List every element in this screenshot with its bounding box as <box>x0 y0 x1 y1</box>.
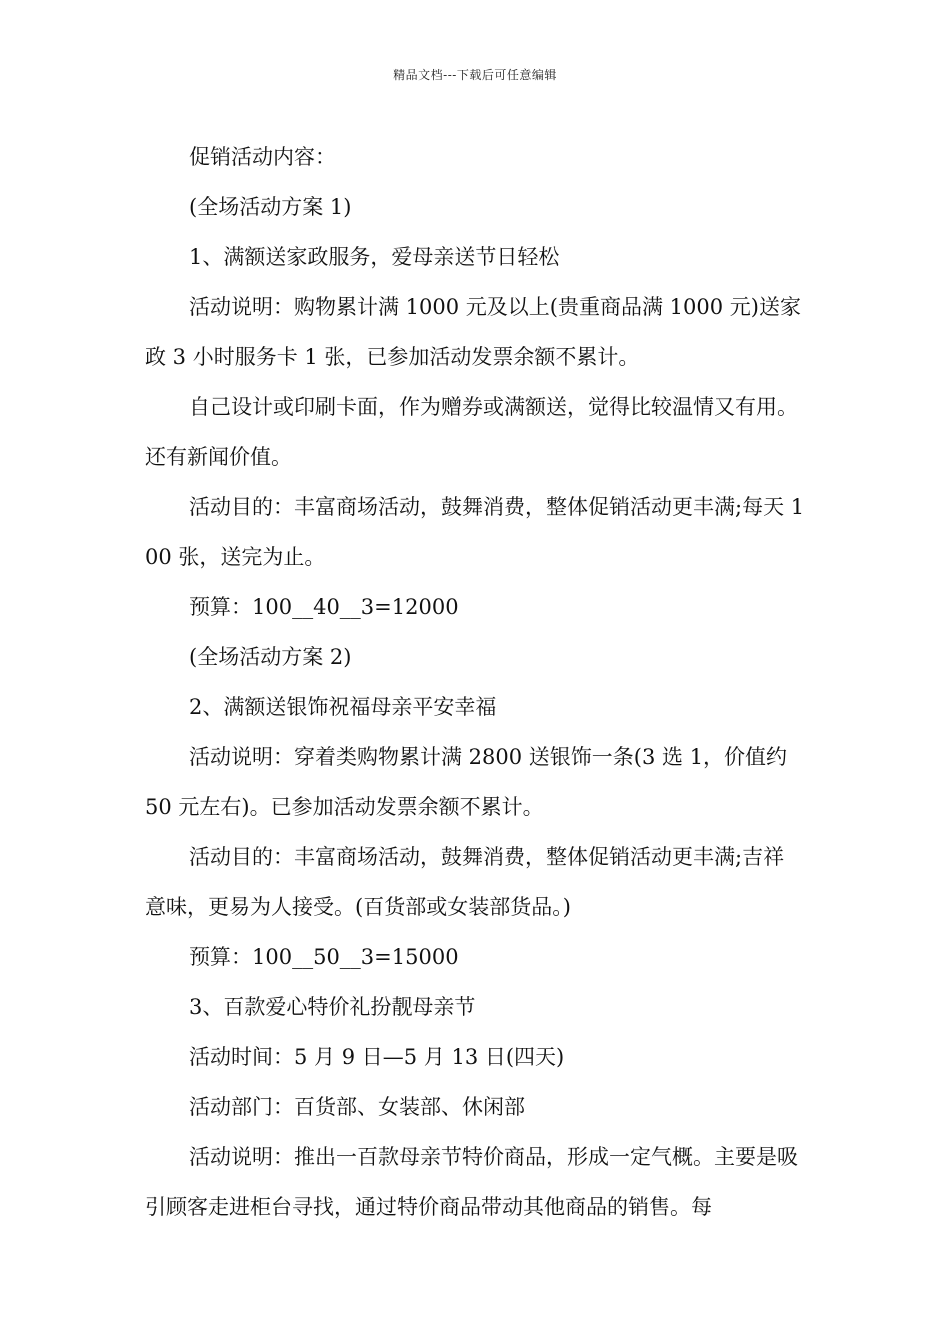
page-header: 精品文档---下载后可任意编辑 <box>393 68 557 82</box>
plan-label: (全场活动方案 1) <box>189 195 352 219</box>
activity-purpose: 活动目的：丰富商场活动，鼓舞消费，整体促销活动更丰满;每天 100 张，送完为止。 <box>145 495 805 569</box>
activity-description: 活动说明：购物累计满 1000 元及以上(贵重商品满 1000 元)送家政 3 小时服务卡 1 张，已参加活动发票余额不累计。 <box>145 295 801 369</box>
activity-title: 1、满额送家政服务，爱母亲送节日轻松 <box>189 245 560 269</box>
activity-title: 2、满额送银饰祝福母亲平安幸福 <box>189 695 497 719</box>
activity-description: 活动说明：推出一百款母亲节特价商品，形成一定气概。主要是吸引顾客走进柜台寻找，通过特价商品带动其他商品的销售。每 <box>145 1145 798 1219</box>
activity-budget: 预算：100__40__3=12000 <box>189 595 459 619</box>
plan-label: (全场活动方案 2) <box>189 645 352 669</box>
activity-purpose: 活动目的：丰富商场活动，鼓舞消费，整体促销活动更丰满;吉祥意味，更易为人接受。(百货部或女装部货品。) <box>145 845 785 919</box>
activity-time: 活动时间：5 月 9 日—5 月 13 日(四天) <box>189 1045 565 1069</box>
section-heading: 促销活动内容： <box>189 145 336 169</box>
document-body <box>145 132 805 1232</box>
activity-budget: 预算：100__50__3=15000 <box>189 945 459 969</box>
activity-title: 3、百款爱心特价礼扮靓母亲节 <box>189 995 476 1019</box>
activity-departments: 活动部门：百货部、女装部、休闲部 <box>189 1095 525 1119</box>
activity-note: 自己设计或印刷卡面，作为赠券或满额送，觉得比较温情又有用。还有新闻价值。 <box>145 395 798 469</box>
activity-description: 活动说明：穿着类购物累计满 2800 送银饰一条(3 选 1，价值约 50 元左右)。已参加活动发票余额不累计。 <box>145 745 788 819</box>
